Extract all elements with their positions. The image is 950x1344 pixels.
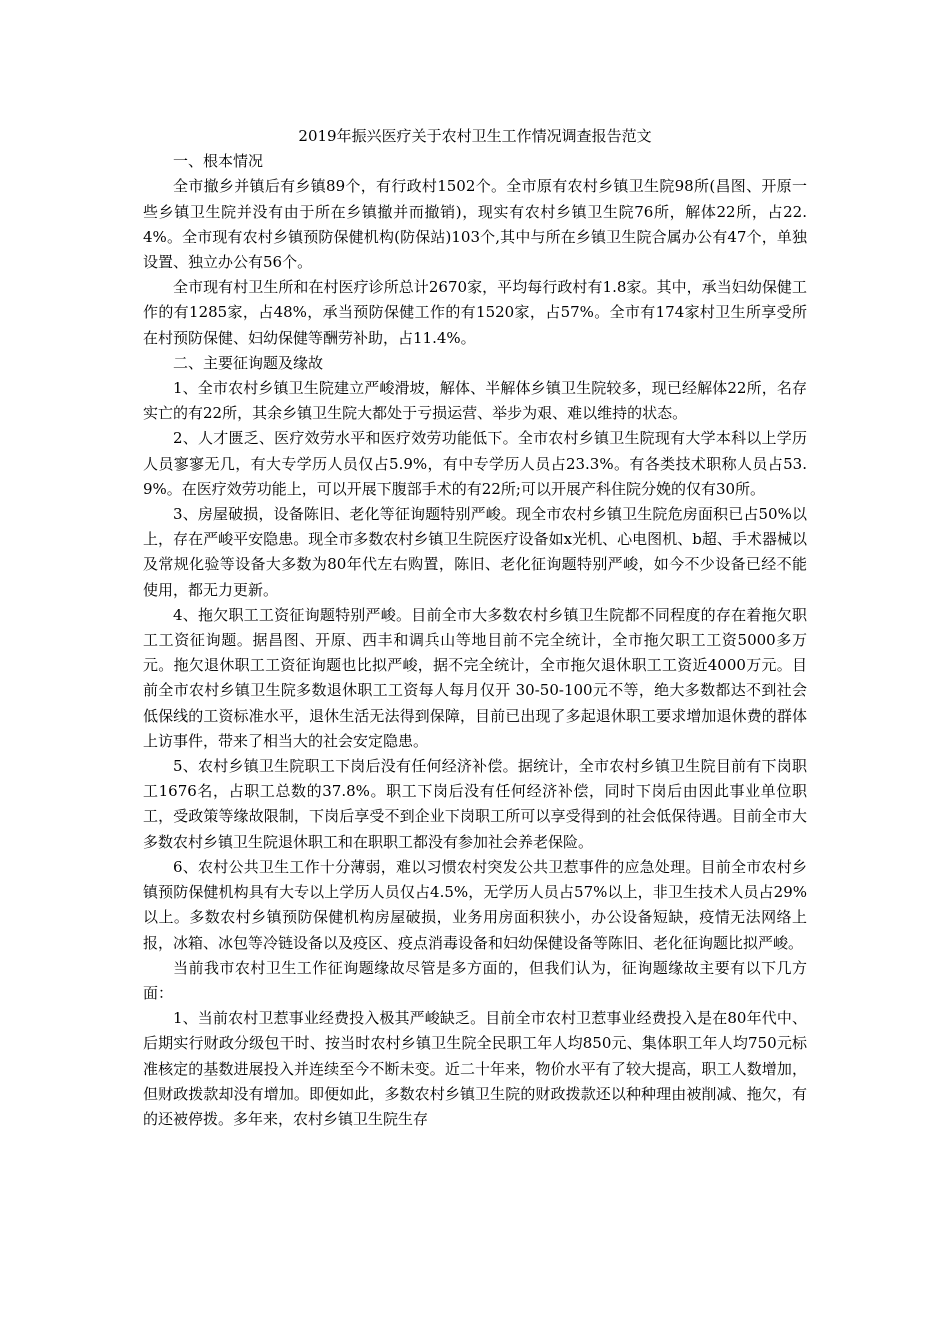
paragraph-problem-6: 6、农村公共卫生工作十分薄弱，难以习惯农村突发公共卫惹事件的应急处理。目前全市农村乡镇预防保健机构具有大专以上学历人员仅占4.5%，无学历人员占57%以上，非卫生技术人员占29%以上。多数农村乡镇预防保健机构房屋破损，业务用房面积狭小，办公设备短缺，疫情无法网络上报，冰箱、冰包等冷链设备以及疫区、疫点消毒设备和妇幼保健设备等陈旧、老化征询题比拟严峻。 [143,857,807,952]
paragraph-township-stats: 全市撤乡并镇后有乡镇89个，有行政村1502个。全市原有农村乡镇卫生院98所(昌图、开原一些乡镇卫生院并没有由于所在乡镇撤并而撤销)，现实有农村乡镇卫生院76所，解体22所，占22.4%。全市现有农村乡镇预防保健机构(防保站)103个,其中与所在乡镇卫生院合属办公有47个，单独设置、独立办公有56个。 [143,177,807,272]
document-title: 2019年振兴医疗关于农村卫生工作情况调查报告范文 [298,127,652,145]
section-heading-main-problems: 二、主要征询题及缘故 [173,353,324,372]
paragraph-problem-3: 3、房屋破损，设备陈旧、老化等征询题特别严峻。现全市农村乡镇卫生院危房面积已占50%以上，存在严峻平安隐患。现全市多数农村乡镇卫生院医疗设备如x光机、心电图机、b超、手术器械以及常规化验等设备大多数为80年代左右购置，陈旧、老化征询题特别严峻，如今不少设备已经不能使用，都无力更新。 [143,505,807,599]
paragraph-problem-5: 5、农村乡镇卫生院职工下岗后没有任何经济补偿。据统计，全市农村乡镇卫生院目前有下岗职工1676名，占职工总数的37.8%。职工下岗后没有任何经济补偿，同时下岗后由因此事业单位职工，受政策等缘故限制，下岗后享受不到企业下岗职工所可以享受得到的社会低保待遇。目前全市大多数农村乡镇卫生院退休职工和在职职工都没有参加社会养老保险。 [143,757,807,851]
document-body [143,124,807,1132]
paragraph-village-clinics: 全市现有村卫生所和在村医疗诊所总计2670家，平均每行政村有1.8家。其中，承当妇幼保健工作的有1285家，占48%，承当预防保健工作的有1520家，占57%。全市有174家村卫生所享受所在村预防保健、妇幼保健等酬劳补助，占11.4%。 [143,278,807,347]
paragraph-problem-4: 4、拖欠职工工资征询题特别严峻。目前全市大多数农村乡镇卫生院都不同程度的存在着拖欠职工工资征询题。据昌图、开原、西丰和调兵山等地目前不完全统计，全市拖欠职工工资5000多万元。拖欠退休职工工资征询题也比拟严峻，据不完全统计，全市拖欠退休职工工资近4000万元。目前全市农村乡镇卫生院多数退休职工工资每人每月仅开 30-50-100元不等，绝大多数都达不到社会低保线的工资标准水平，退休生活无法得到保障，目前已出现了多起退休职工要求增加退休费的群体上访事件，带来了相当大的社会安定隐患。 [143,605,807,750]
section-heading-basic-situation: 一、根本情况 [173,152,264,171]
paragraph-causes-intro: 当前我市农村卫生工作征询题缘故尽管是多方面的，但我们认为，征询题缘故主要有以下几方面： [143,958,807,1002]
paragraph-problem-1: 1、全市农村乡镇卫生院建立严峻滑坡，解体、半解体乡镇卫生院较多，现已经解体22所，名存实亡的有22所，其余乡镇卫生院大都处于亏损运营、举步为艰、难以维持的状态。 [143,379,807,423]
paragraph-cause-1: 1、当前农村卫惹事业经费投入极其严峻缺乏。目前全市农村卫惹事业经费投入是在80年代中、后期实行财政分级包干时、按当时农村乡镇卫生院全民职工年人均850元、集体职工年人均750元标准核定的基数进展投入并连续至今不断未变。近二十年来，物价水平有了较大提高，职工人数增加，但财政拨款却没有增加。即便如此，多数农村乡镇卫生院的财政拨款还以种种理由被削减、拖欠，有的还被停拨。多年来，农村乡镇卫生院生存 [143,1009,807,1128]
paragraph-problem-2: 2、人才匮乏、医疗效劳水平和医疗效劳功能低下。全市农村乡镇卫生院现有大学本科以上学历人员寥寥无几，有大专学历人员仅占5.9%，有中专学历人员占23.3%。有各类技术职称人员占53.9%。在医疗效劳功能上，可以开展下腹部手术的有22所;可以开展产科住院分娩的仅有30所。 [143,429,807,498]
